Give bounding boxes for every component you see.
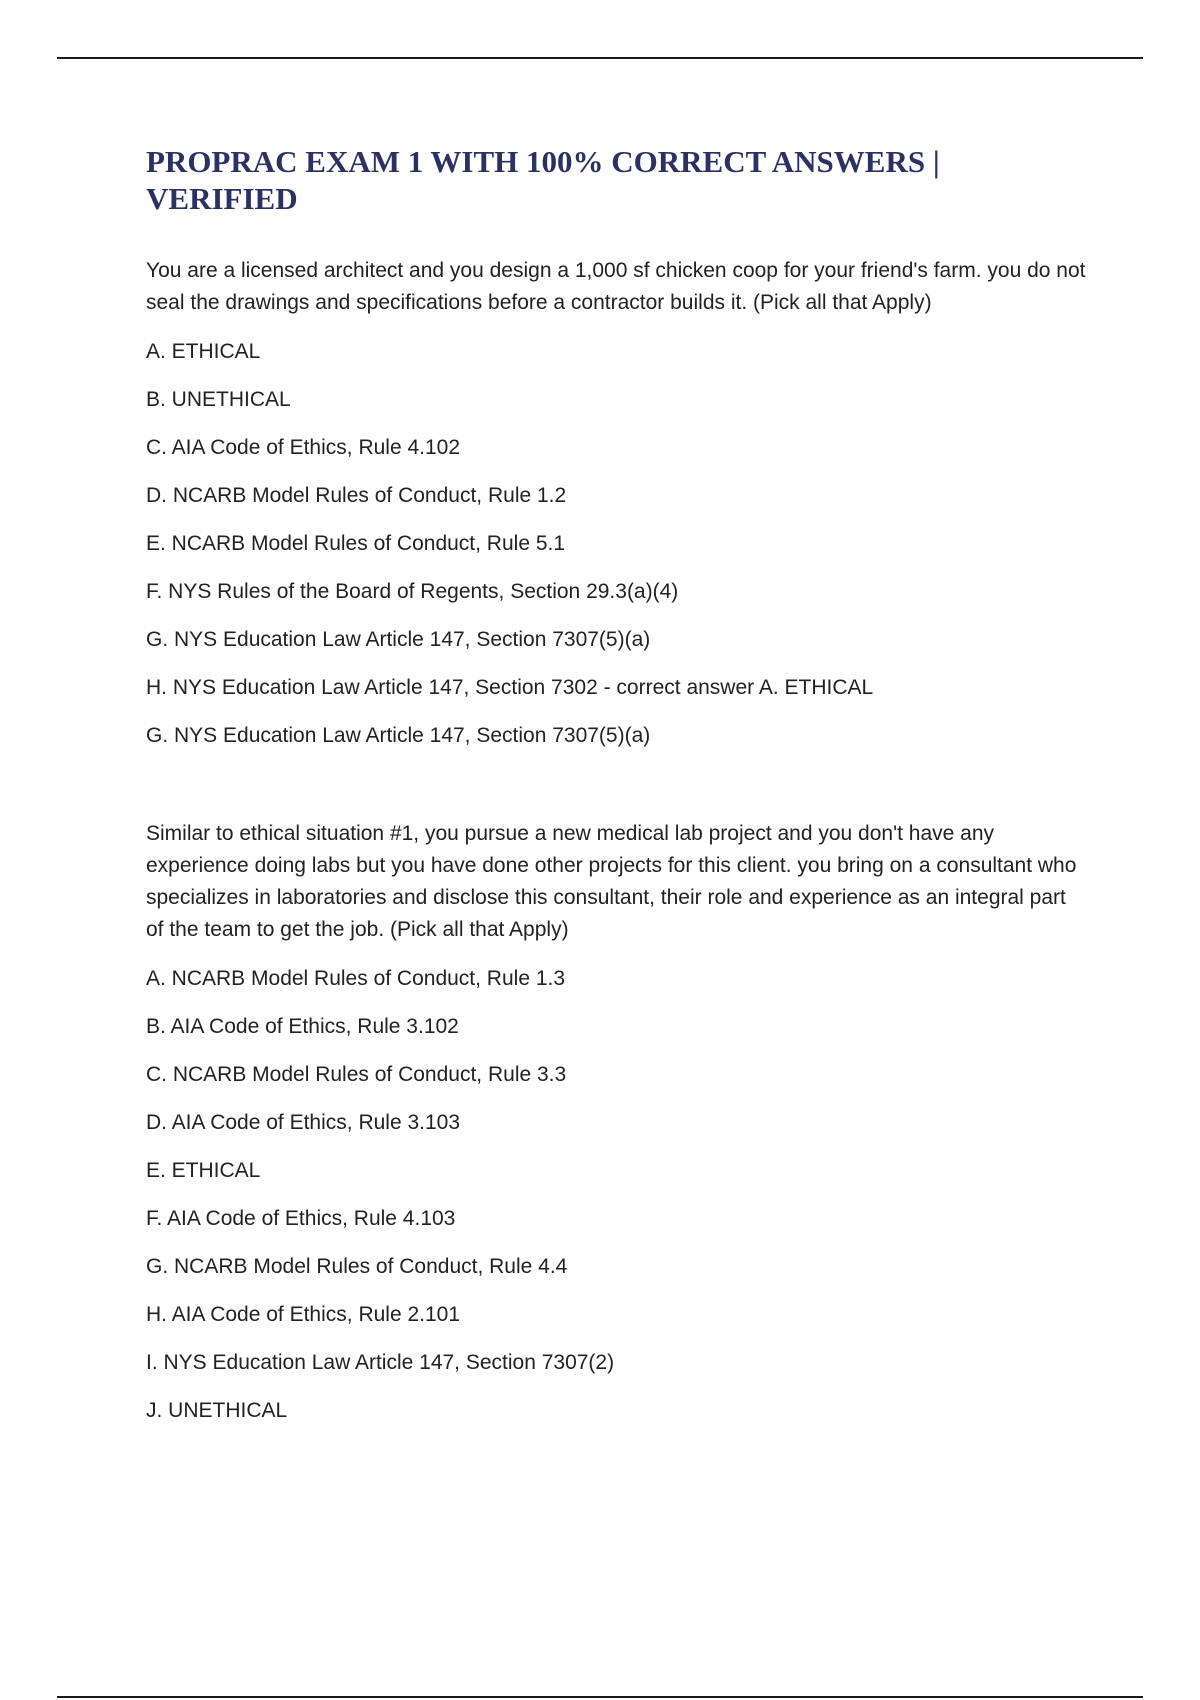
question-prompt: Similar to ethical situation #1, you pursue a new medical lab project and you don't have any experience doing labs but you have done other projects for this client. you bring on a consultant who specializes in laboratories and disclose this consultant, their role and experience as an integral part of the team to get the job. (Pick all that Apply)	[146, 822, 1077, 941]
answer-option: F. NYS Rules of the Board of Regents, Section 29.3(a)(4)	[146, 580, 679, 603]
answer-option: G. NYS Education Law Article 147, Section 7307(5)(a)	[146, 724, 651, 747]
answer-option: A. ETHICAL	[146, 340, 261, 363]
footer-divider	[57, 1696, 1143, 1698]
answer-option: D. AIA Code of Ethics, Rule 3.103	[146, 1111, 461, 1134]
answer-option: A. NCARB Model Rules of Conduct, Rule 1.3	[146, 967, 566, 990]
document-body	[146, 143, 1086, 1443]
question-2	[146, 818, 1086, 1427]
answer-option: F. AIA Code of Ethics, Rule 4.103	[146, 1207, 456, 1230]
answer-option: D. NCARB Model Rules of Conduct, Rule 1.2	[146, 484, 567, 507]
answer-option: G. NCARB Model Rules of Conduct, Rule 4.4	[146, 1255, 568, 1278]
answer-option: B. AIA Code of Ethics, Rule 3.102	[146, 1015, 459, 1038]
answer-option: C. NCARB Model Rules of Conduct, Rule 3.3	[146, 1063, 567, 1086]
answer-option: G. NYS Education Law Article 147, Section 7307(5)(a)	[146, 628, 651, 651]
answer-option: J. UNETHICAL	[146, 1399, 288, 1422]
answer-option: H. NYS Education Law Article 147, Section 7302 - correct answer A. ETHICAL	[146, 676, 874, 699]
section-spacer	[146, 768, 1086, 818]
question-prompt: You are a licensed architect and you design a 1,000 sf chicken coop for your friend's farm. you do not seal the drawings and specifications before a contractor builds it. (Pick all that Apply)	[146, 259, 1086, 314]
answer-option: H. AIA Code of Ethics, Rule 2.101	[146, 1303, 461, 1326]
answer-option: E. ETHICAL	[146, 1159, 261, 1182]
document-title: PROPRAC EXAM 1 WITH 100% CORRECT ANSWERS | VERIFIED	[146, 144, 940, 216]
answer-option: E. NCARB Model Rules of Conduct, Rule 5.1	[146, 532, 566, 555]
answer-option: C. AIA Code of Ethics, Rule 4.102	[146, 436, 461, 459]
answer-option: B. UNETHICAL	[146, 388, 291, 411]
question-1	[146, 255, 1086, 752]
header-divider	[57, 57, 1143, 59]
answer-option: I. NYS Education Law Article 147, Section 7307(2)	[146, 1351, 615, 1374]
